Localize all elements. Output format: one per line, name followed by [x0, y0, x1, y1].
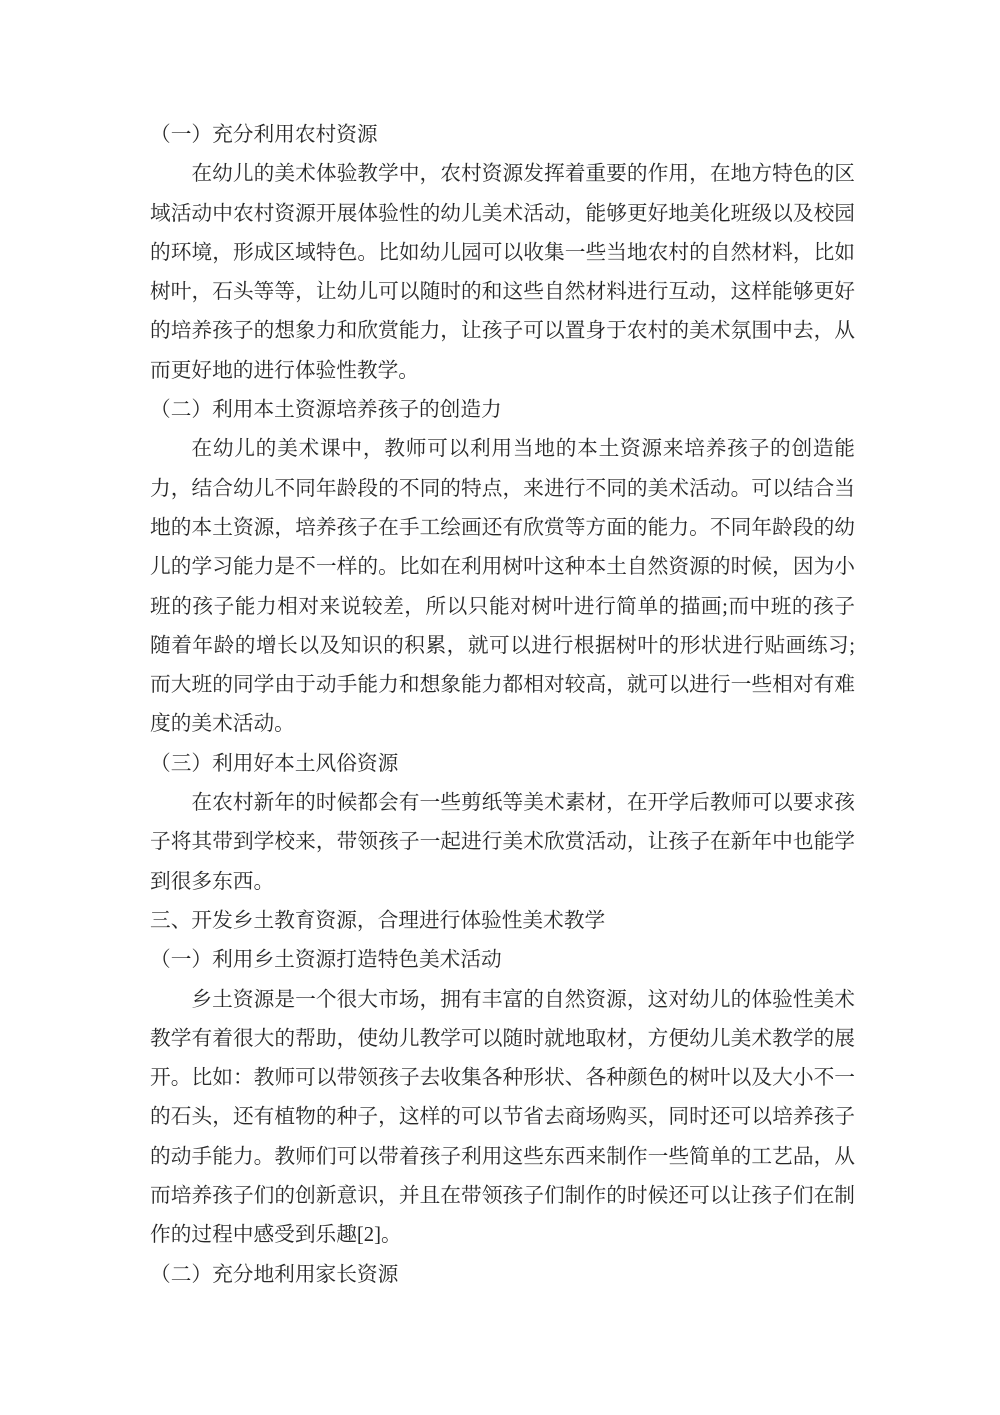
- section-heading-3-1: （一）利用乡土资源打造特色美术活动: [150, 949, 502, 972]
- section-heading-2: （二）利用本土资源培养孩子的创造力: [150, 399, 502, 422]
- paragraph-local-resources-creativity: 在幼儿的美术课中，教师可以利用当地的本土资源来培养孩子的创造能力，结合幼儿不同年龄段的不同的特点，来进行不同的美术活动。可以结合当地的本土资源，培养孩子在手工绘画还有欣赏等方面的能力。不同年龄段的幼儿的学习能力是不一样的。比如在利用树叶这种本土自然资源的时候，因为小班的孩子能力相对来说较差，所以只能对树叶进行简单的描画;而中班的孩子随着年龄的增长以及知识的积累，就可以进行根据树叶的形状进行贴画练习;而大班的同学由于动手能力和想象能力都相对较高，就可以进行一些相对有难度的美术活动。: [150, 438, 855, 736]
- paragraph-native-resources-activities: 乡土资源是一个很大市场，拥有丰富的自然资源，这对幼儿的体验性美术教学有着很大的帮助，使幼儿教学可以随时就地取材，方便幼儿美术教学的展开。比如：教师可以带领孩子去收集各种形状、各种颜色的树叶以及大小不一的石头，还有植物的种子，这样的可以节省去商场购买，同时还可以培养孩子的动手能力。教师们可以带着孩子利用这些东西来制作一些简单的工艺品，从而培养孩子们的创新意识，并且在带领孩子们制作的时候还可以让孩子们在制作的过程中感受到乐趣[2]。: [150, 988, 855, 1247]
- chapter-heading-3: 三、开发乡土教育资源，合理进行体验性美术教学: [150, 909, 606, 932]
- paragraph-folk-custom-resources: 在农村新年的时候都会有一些剪纸等美术素材，在开学后教师可以要求孩子将其带到学校来，带领孩子一起进行美术欣赏活动，让孩子在新年中也能学到很多东西。: [150, 792, 855, 893]
- section-heading-3: （三）利用好本土风俗资源: [150, 752, 399, 775]
- paragraph-rural-resources: 在幼儿的美术体验教学中，农村资源发挥着重要的作用，在地方特色的区域活动中农村资源开展体验性的幼儿美术活动，能够更好地美化班级以及校园的环境，形成区域特色。比如幼儿园可以收集一些当地农村的自然材料，比如树叶，石头等等，让幼儿可以随时的和这些自然材料进行互动，这样能够更好的培养孩子的想象力和欣赏能力，让孩子可以置身于农村的美术氛围中去，从而更好地的进行体验性教学。: [150, 163, 855, 382]
- section-heading-3-2: （二）充分地利用家长资源: [150, 1263, 399, 1286]
- section-heading-1: （一）充分利用农村资源: [150, 124, 378, 146]
